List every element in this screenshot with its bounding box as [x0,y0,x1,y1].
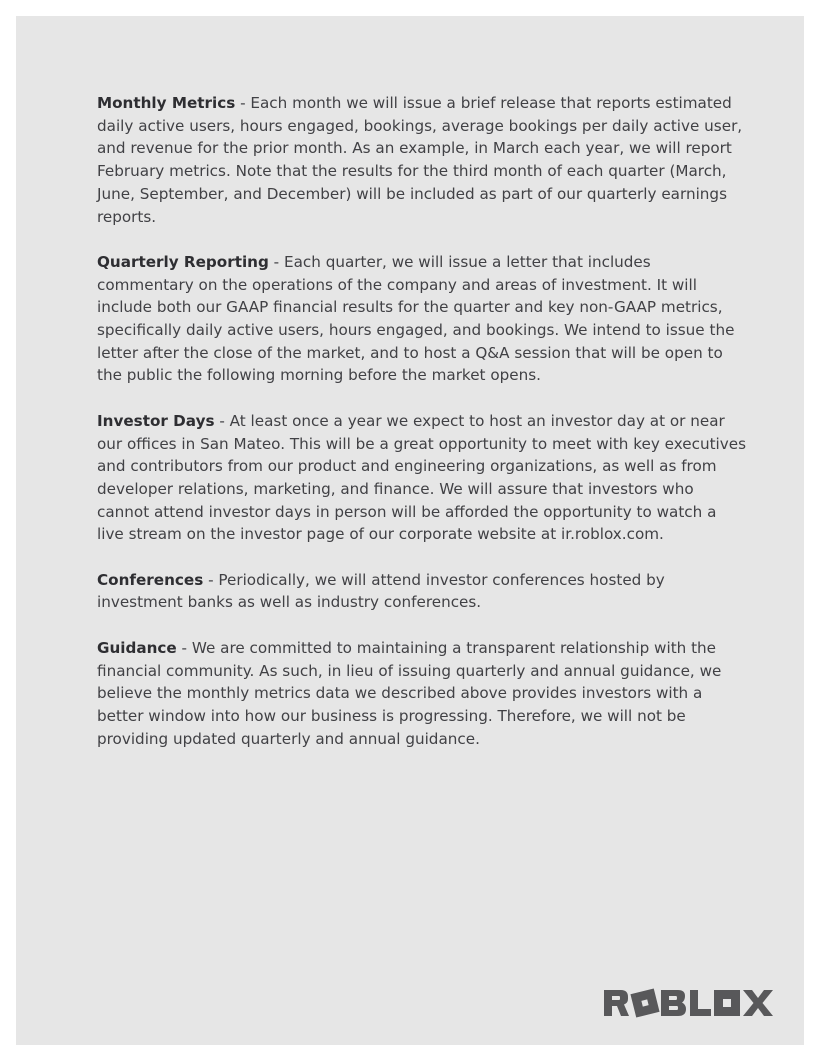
section-heading: Guidance [97,638,177,657]
section-body: - Each quarter, we will issue a letter that includes commentary on the operations of the company and areas of investment. It will include both our GAAP financial results for the quarter and key non-GAAP metrics, specifically daily active users, hours engaged, and bookings. We intend to issue the letter after the close of the market, and to host a Q&A session that will be open to the public the following morning before the market opens. [97,252,735,385]
section-heading: Monthly Metrics [97,94,236,112]
section-body: - At least once a year we expect to host an investor day at or near our offices in San Mateo. This will be a great opportunity to meet with key executives and contributors from our product and engineering organizations, as well as from developer relations, marketing, and finance. We will assure that investors who cannot attend investor days in person will be afforded the opportunity to watch a live stream on the investor page of our corporate website at ir.roblox.com. [97,411,747,544]
section-heading: Conferences [97,570,204,589]
section-heading: Investor Days [97,411,215,430]
section-body: - Periodically, we will attend investor conferences hosted by investment banks as well as industry conferences. [97,570,665,612]
section-guidance [97,637,747,751]
section-heading: Quarterly Reporting [97,252,269,271]
section-monthly-metrics [97,92,747,228]
section-body: - We are committed to maintaining a transparent relationship with the financial community. As such, in lieu of issuing quarterly and annual guidance, we believe the monthly metrics data we described above provides investors with a better window into how our business is progressing. Therefore, we will not be providing updated quarterly and annual guidance. [97,638,722,748]
document-body [97,92,747,773]
document-page [16,16,804,1045]
section-investor-days [97,410,747,546]
section-body: - Each month we will issue a brief release that reports estimated daily active users, hours engaged, bookings, average bookings per daily active user, and revenue for the prior month. As an example, in March each year, we will report February metrics. Note that the results for the third month of each quarter (March, June, September, and December) will be included as part of our quarterly earnings reports. [97,94,743,226]
section-quarterly-reporting [97,251,747,387]
roblox-logo [604,988,774,1018]
section-conferences [97,569,747,614]
